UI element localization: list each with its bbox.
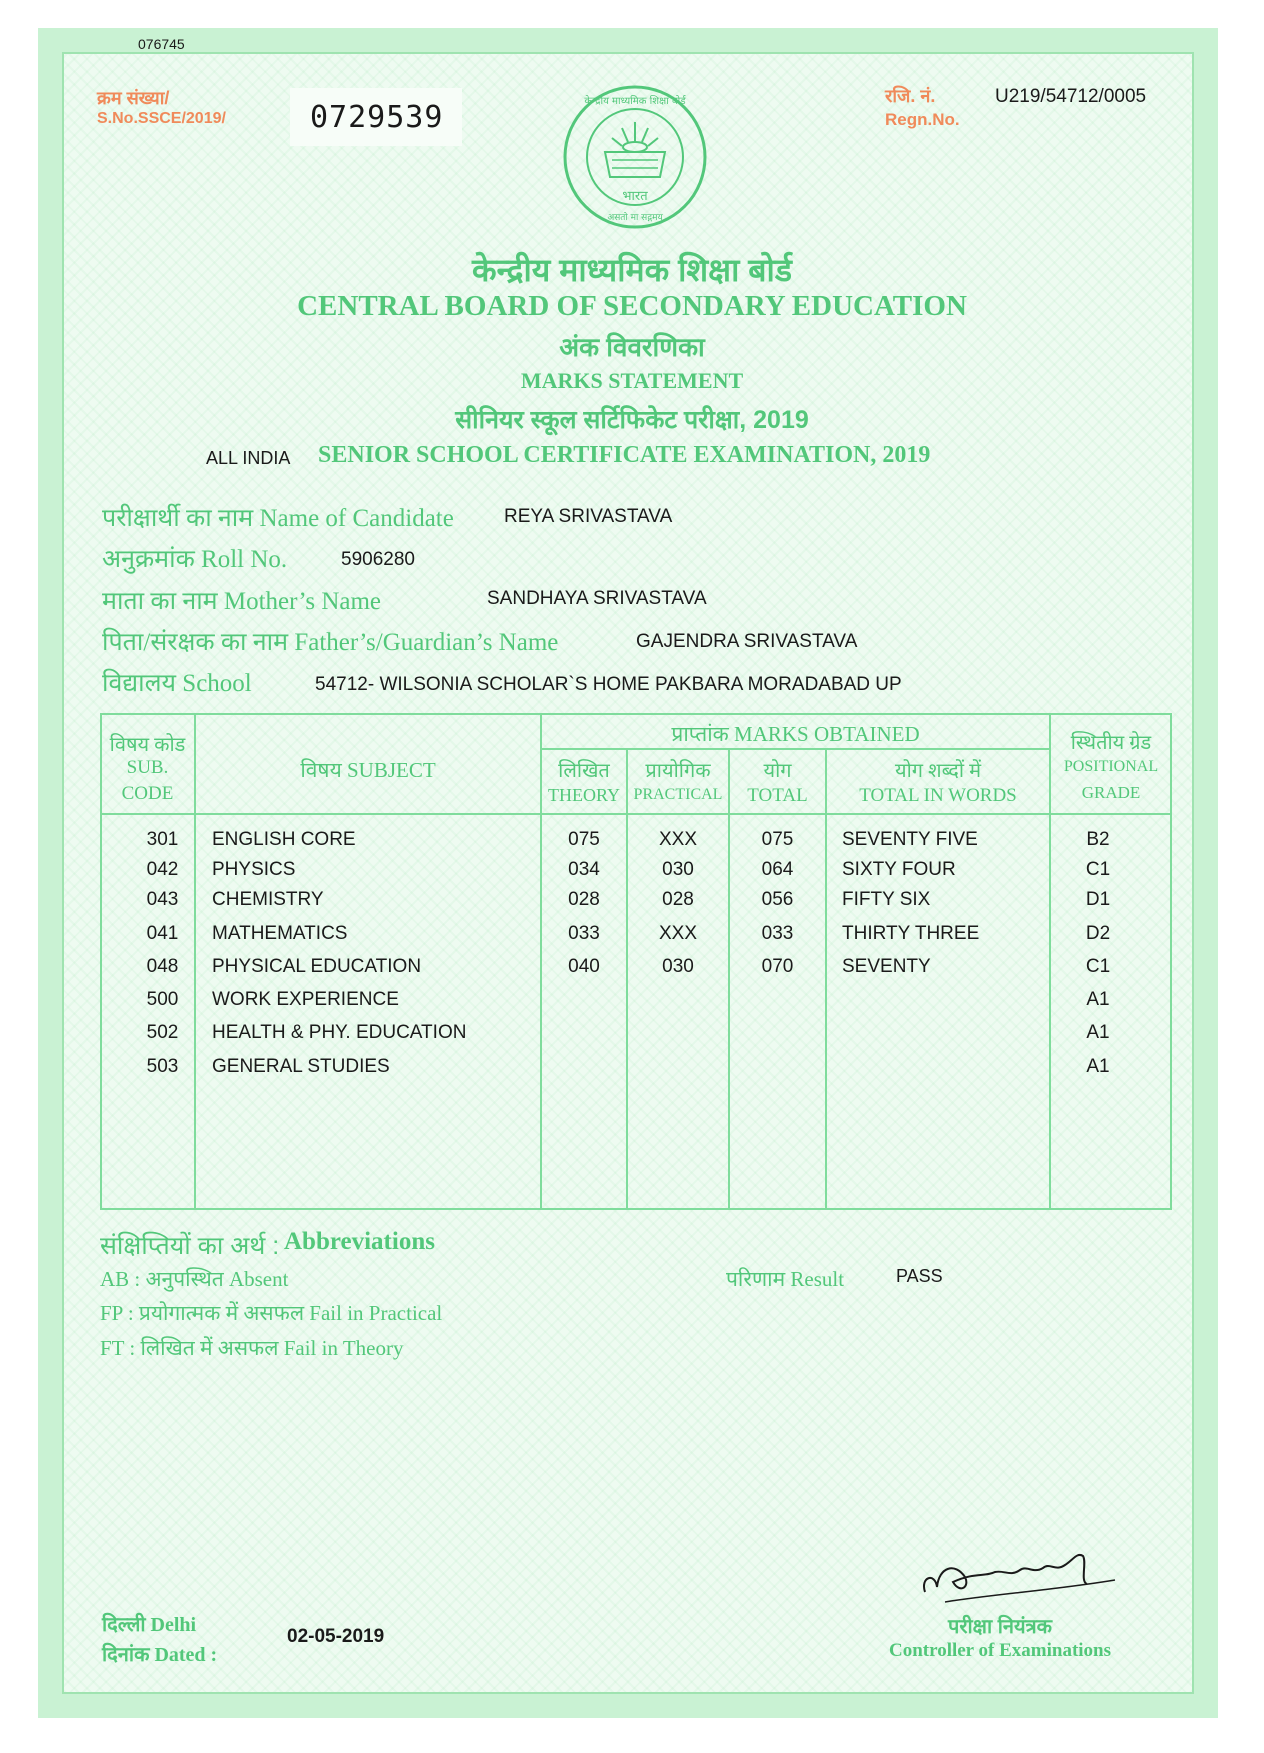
row-grade: B2: [1086, 829, 1110, 850]
row-code: 048: [146, 956, 179, 977]
result-label: परिणाम Result: [726, 1267, 845, 1291]
serial-label-hi: क्रम संख्या/: [97, 88, 170, 108]
row-words: SIXTY FOUR: [842, 859, 956, 880]
hdr-total-en: TOTAL: [747, 785, 808, 806]
row-code: 043: [146, 889, 179, 910]
board-title-hi: केन्द्रीय माध्यमिक शिक्षा बोर्ड: [472, 252, 792, 288]
hdr-subject: विषय SUBJECT: [300, 758, 436, 782]
school-name: 54712- WILSONIA SCHOLAR`S HOME PAKBARA MORADABAD UP: [315, 674, 902, 695]
row-total: 075: [761, 829, 794, 850]
row-grade: A1: [1086, 989, 1110, 1010]
hdr-code-en1: SUB.: [126, 757, 169, 778]
place-label: दिल्ली Delhi: [102, 1614, 197, 1636]
father-name: GAJENDRA SRIVASTAVA: [636, 631, 858, 652]
regn-label-hi: रजि. नं.: [885, 86, 936, 106]
row-words: THIRTY THREE: [842, 923, 980, 944]
controller-signature: [915, 1532, 1125, 1612]
mother-label: माता का नाम Mother’s Name: [102, 588, 382, 615]
regn-number: U219/54712/0005: [995, 86, 1147, 107]
hdr-theory-hi: लिखित: [558, 760, 610, 782]
row-theory: 040: [568, 956, 600, 977]
row-grade: A1: [1086, 1056, 1110, 1077]
name-label: परीक्षार्थी का नाम Name of Candidate: [102, 505, 454, 532]
hdr-theory-en: THEORY: [548, 785, 620, 805]
hdr-grade-en2: GRADE: [1081, 783, 1141, 802]
row-subject: HEALTH & PHY. EDUCATION: [212, 1022, 467, 1043]
row-total: 070: [761, 956, 794, 977]
row-practical: XXX: [658, 923, 698, 944]
row-grade: C1: [1085, 956, 1111, 977]
all-india-label: ALL INDIA: [206, 448, 291, 468]
abbr-ft: FT : लिखित में असफल Fail in Theory: [100, 1336, 404, 1360]
exam-title-en: SENIOR SCHOOL CERTIFICATE EXAMINATION, 2019: [318, 442, 931, 468]
abbr-fp: FP : प्रयोगात्मक में असफल Fail in Practical: [100, 1301, 443, 1325]
school-label: विद्यालय School: [102, 670, 252, 697]
top-number: 076745: [138, 36, 185, 52]
candidate-name: REYA SRIVASTAVA: [504, 506, 673, 527]
board-title-en: CENTRAL BOARD OF SECONDARY EDUCATION: [297, 290, 967, 322]
row-total: 064: [761, 859, 794, 880]
row-theory: 033: [568, 923, 600, 944]
abbr-ab: AB : अनुपस्थित Absent: [100, 1267, 289, 1291]
row-words: SEVENTY FIVE: [842, 829, 978, 850]
row-subject: WORK EXPERIENCE: [212, 989, 399, 1010]
row-grade: C1: [1085, 859, 1111, 880]
row-theory: 034: [568, 859, 600, 880]
row-code: 503: [146, 1056, 179, 1077]
row-grade: D2: [1085, 923, 1111, 944]
hdr-grade-hi: स्थितीय ग्रेड: [1070, 732, 1152, 754]
logo-top-text: केन्द्रीय माध्यमिक शिक्षा बोर्ड: [584, 96, 686, 107]
hdr-practical-hi: प्रायोगिक: [645, 760, 711, 782]
row-practical: XXX: [658, 829, 698, 850]
row-theory: 028: [568, 889, 600, 910]
statement-title-en: MARKS STATEMENT: [520, 368, 744, 393]
hdr-marks-obtained: प्राप्तांक MARKS OBTAINED: [671, 722, 920, 746]
abbr-title-hi: संक्षिप्तियों का अर्थ :: [100, 1232, 280, 1260]
row-total: 056: [761, 889, 794, 910]
logo-center-text: भारत: [622, 189, 648, 204]
controller-title-hi: परीक्षा नियंत्रक: [947, 1616, 1053, 1638]
hdr-words-en: TOTAL IN WORDS: [859, 785, 1017, 806]
row-code: 502: [146, 1022, 179, 1043]
row-total: 033: [761, 923, 794, 944]
controller-title-en: Controller of Examinations: [888, 1640, 1112, 1661]
row-subject: PHYSICS: [212, 859, 296, 880]
father-label: पिता/संरक्षक का नाम Father’s/Guardian’s Name: [102, 629, 559, 656]
hdr-grade-en1: POSITIONAL: [1063, 758, 1159, 775]
exam-title-hi: सीनियर स्कूल सर्टिफिकेट परीक्षा, 2019: [455, 406, 809, 434]
hdr-total-hi: योग: [763, 760, 792, 782]
serial-number: 0729539: [310, 100, 444, 135]
statement-title-hi: अंक विवरणिका: [559, 332, 705, 362]
row-practical: 030: [662, 859, 694, 880]
row-words: FIFTY SIX: [842, 889, 931, 910]
roll-label: अनुक्रमांक Roll No.: [102, 546, 288, 573]
row-theory: 075: [568, 829, 600, 850]
hdr-code-hi: विषय कोड: [109, 734, 186, 756]
hdr-code-en2: CODE: [121, 783, 174, 804]
row-subject: MATHEMATICS: [212, 923, 348, 944]
abbr-title-en: Abbreviations: [284, 1228, 435, 1255]
row-subject: CHEMISTRY: [212, 889, 324, 910]
row-subject: PHYSICAL EDUCATION: [212, 956, 422, 977]
row-practical: 030: [662, 956, 694, 977]
row-code: 042: [146, 859, 179, 880]
serial-label-en: S.No.SSCE/2019/: [97, 110, 226, 127]
dated-label: दिनांक Dated :: [102, 1644, 218, 1666]
row-grade: D1: [1085, 889, 1111, 910]
row-code: 500: [146, 989, 179, 1010]
row-grade: A1: [1086, 1022, 1110, 1043]
row-subject: ENGLISH CORE: [212, 829, 356, 850]
row-code: 041: [146, 923, 179, 944]
logo-bottom-text: असतो मा सद्गमय: [607, 213, 663, 223]
row-code: 301: [146, 829, 179, 850]
row-words: SEVENTY: [842, 956, 931, 977]
regn-label-en: Regn.No.: [885, 110, 960, 129]
hdr-words-hi: योग शब्दों में: [894, 760, 982, 782]
issue-date: 02-05-2019: [287, 1626, 385, 1647]
mother-name: SANDHAYA SRIVASTAVA: [487, 588, 707, 609]
row-practical: 028: [662, 889, 694, 910]
result-value: PASS: [896, 1266, 943, 1286]
roll-number: 5906280: [341, 549, 415, 570]
cbse-logo: [560, 82, 710, 232]
row-subject: GENERAL STUDIES: [212, 1056, 390, 1077]
hdr-practical-en: PRACTICAL: [633, 786, 723, 803]
